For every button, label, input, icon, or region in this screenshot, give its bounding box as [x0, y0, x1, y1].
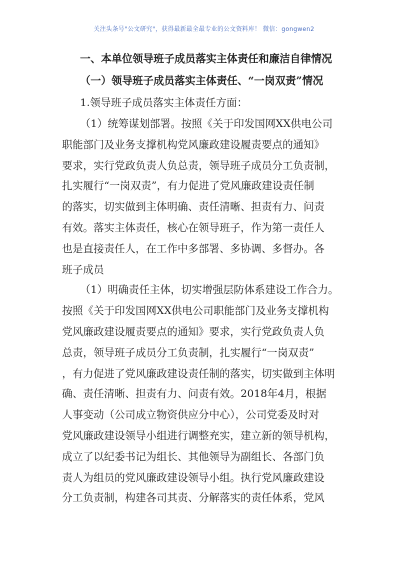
paragraph-line: 成立了以纪委书记为组长、其他领导为副组长、各部门负	[62, 450, 325, 463]
paragraph-line: 也是直接责任人，在工作中多部署、多协调、多督办。各	[62, 242, 325, 255]
document-body	[62, 48, 354, 509]
item-heading: 1.领导班子成员落实主体责任方面：	[80, 97, 248, 109]
paragraph-line: 职能部门及业务支撑机构党风廉政建设履责要点的通知》	[62, 138, 325, 151]
paragraph-line: （1）统筹谋划部署。按照《关于印发国网XX供电公司	[80, 118, 333, 130]
paragraph-line: 责人为组员的党风廉政建设领导小组。执行党风廉政建设	[62, 471, 325, 484]
paragraph-1	[62, 114, 354, 280]
paragraph-line: 党风廉政建设领导小组进行调整充实，建立新的领导机构，	[62, 429, 335, 442]
promo-banner: 关注头条号"公文研究"，获得最新最全最专业的公文资料库！ 微信：gongwen2	[93, 26, 315, 33]
paragraph-line: 人事变动（公司成立物资供应分中心），公司党委及时对	[62, 409, 320, 422]
paragraph-line: 按照《关于印发国网XX供电公司职能部门及业务支撑机构	[62, 305, 329, 318]
paragraph-line: 的落实，切实做到主体明确、责任清晰、担责有力、问责	[62, 201, 325, 214]
paragraph-line: 班子成员	[62, 263, 104, 276]
paragraph-line: ，有力促进了党风廉政建设责任制的落实，切实做到主体明	[62, 367, 335, 380]
paragraph-line: 分工负责制，构建各司其责、分解落实的责任体系，党风	[62, 492, 325, 505]
paragraph-line: 有效。落实主体责任，核心在领导班子，作为第一责任人	[62, 221, 325, 234]
paragraph-2	[62, 280, 354, 509]
subsection-heading: （一）领导班子成员落实主体责任、“一岗双责”情况	[80, 75, 324, 87]
paragraph-line: 总责，领导班子成员分工负责制，扎实履行“一岗双责”	[62, 346, 315, 359]
paragraph-line: （1）明确责任主体，切实增强层防体系建设工作合力。	[80, 284, 339, 297]
section-heading: 一、本单位领导班子成员落实主体责任和廉洁自律情况	[80, 53, 332, 65]
paragraph-line: 扎实履行“一岗双责”，有力促进了党风廉政建设责任制	[62, 180, 315, 193]
paragraph-line: 确、责任清晰、担责有力、问责有效。2018年4月，根据	[62, 388, 327, 401]
paragraph-line: 党风廉政建设履责要点的通知》要求，实行党政负责人负	[62, 325, 325, 338]
paragraph-line: 要求，实行党政负责人负总责，领导班子成员分工负责制，	[62, 159, 335, 172]
